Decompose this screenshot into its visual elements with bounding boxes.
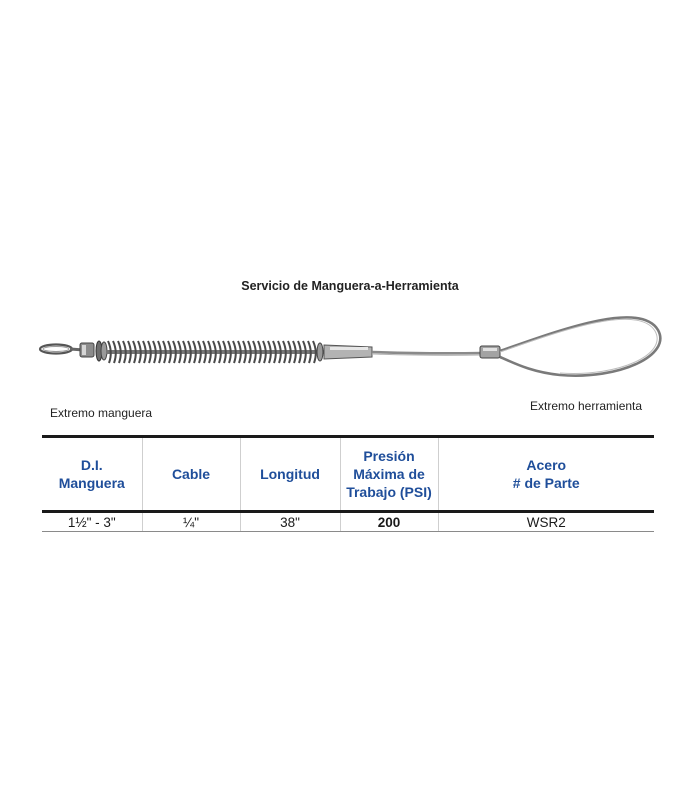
hose-end-loop: [40, 345, 72, 354]
header-cable: Cable: [142, 437, 240, 512]
cell-pressure: 200: [340, 513, 438, 532]
tool-end-washer: [317, 343, 323, 361]
cell-part-number: WSR2: [438, 513, 654, 532]
cell-cable: ¼": [142, 513, 240, 532]
header-max-pressure: Presión Máxima de Trabajo (PSI): [340, 437, 438, 512]
cell-length: 38": [240, 513, 340, 532]
header-steel-part: Acero # de Parte: [438, 437, 654, 512]
table-row: [42, 513, 654, 532]
table-header-row: [42, 437, 654, 512]
spec-table: [42, 435, 654, 532]
tool-end-label: Extremo herramienta: [530, 399, 643, 413]
header-length: Longitud: [240, 437, 340, 512]
hose-end-label: Extremo manguera: [50, 406, 153, 420]
page-title: Servicio de Manguera-a-Herramienta: [241, 279, 459, 293]
whip-check-cable-illustration: [0, 300, 700, 410]
tool-end-sleeve: [480, 346, 500, 358]
cell-hose-id: 1½" - 3": [42, 513, 142, 532]
header-hose-id: D.I. Manguera: [58, 457, 125, 491]
